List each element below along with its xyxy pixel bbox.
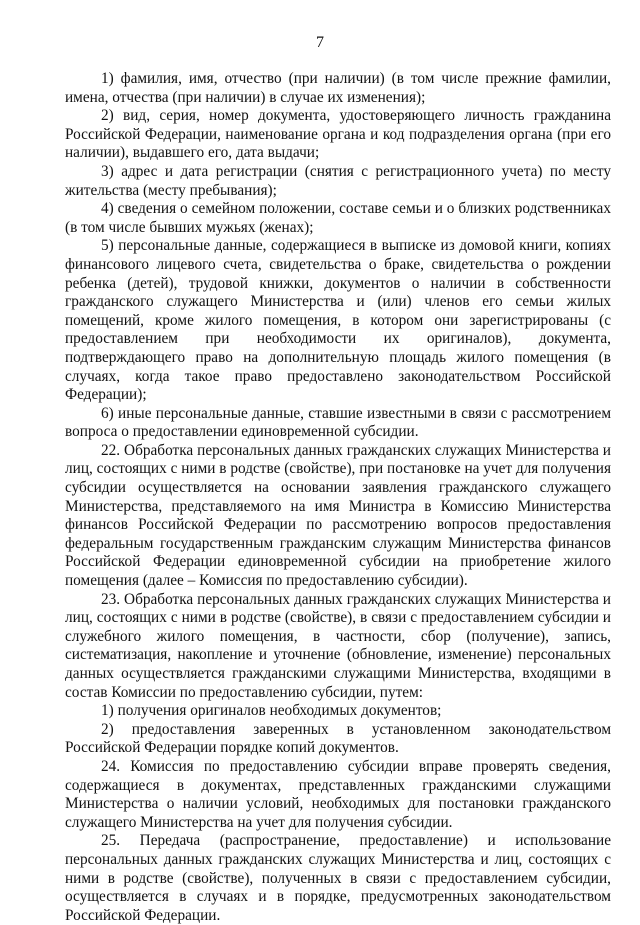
paragraph-section-23: 23. Обработка персональных данных гражданских служащих Министерства и лиц, состоящих с ними в родстве (свойстве), в связи с предоставлением субсидии и служебного жилого помещения, в частности, сбор (получение), запись, систематизация, накопление и уточнение (обновление, изменение) персональных данных осуществляется гражданскими служащими Министерства, входящими в состав Комиссии по предоставлению субсидии, путем: — [65, 590, 611, 701]
paragraph-item-5: 5) персональные данные, содержащиеся в выписке из домовой книги, копиях финансового лицевого счета, свидетельства о браке, свидетельства о рождении ребенка (детей), трудовой книжки, документов о наличии в собственности гражданского служащего Министерства и (или) членов его семьи жилых помещений, кроме жилого помещения, в котором они зарегистрированы (с предоставлением при необходимости их оригиналов), документа, подтверждающего право на дополнительную площадь жилого помещения (в случаях, когда такое право предоставлено законодательством Российской Федерации); — [65, 237, 611, 404]
page-number: 7 — [316, 34, 324, 51]
paragraph-subitem-1: 1) получения оригиналов необходимых документов; — [101, 702, 442, 720]
paragraph-item-2: 2) вид, серия, номер документа, удостоверяющего личность гражданина Российской Федерации, наименование органа и код подразделения органа (при его наличии), выдавшего его, дата выдачи; — [65, 107, 611, 162]
paragraph-section-24: 24. Комиссия по предоставлению субсидии вправе проверять сведения, содержащиеся в документах, представленных гражданскими служащими Министерства о наличии условий, необходимых для постановки гражданского служащего Министерства на учет для получения субсидии. — [65, 757, 611, 831]
document-body — [65, 70, 611, 925]
paragraph-section-22: 22. Обработка персональных данных гражданских служащих Министерства и лиц, состоящих с ними в родстве (свойстве), при постановке на учет для получения субсидии осуществляется на основании заявления гражданского служащего Министерства, представляемого на имя Министра в Комиссию Министерства финансов Российской Федерации по рассмотрению вопросов предоставления федеральным государственным гражданским служащим Министерства финансов Российской Федерации единовременной субсидии на приобретение жилого помещения (далее – Комиссия по предоставлению субсидии). — [65, 441, 611, 590]
paragraph-subitem-2: 2) предоставления заверенных в установленном законодательством Российской Федерации порядке копий документов. — [65, 720, 611, 757]
paragraph-item-6: 6) иные персональные данные, ставшие известными в связи с рассмотрением вопроса о предоставлении единовременной субсидии. — [65, 404, 611, 441]
paragraph-item-1: 1) фамилия, имя, отчество (при наличии) (в том числе прежние фамилии, имена, отчества (при наличии) в случае их изменения); — [65, 70, 611, 106]
paragraph-section-25: 25. Передача (распространение, предоставление) и использование персональных данных гражданских служащих Министерства и лиц, состоящих с ними в родстве (свойстве), полученных в связи с предоставлением субсидии, осуществляется в случаях и в порядке, предусмотренных законодательством Российской Федерации. — [65, 832, 611, 924]
paragraph-item-4: 4) сведения о семейном положении, составе семьи и о близких родственниках (в том числе бывших мужьях (женах); — [65, 200, 611, 236]
paragraph-item-3: 3) адрес и дата регистрации (снятия с регистрационного учета) по месту жительства (месту пребывания); — [65, 162, 611, 199]
